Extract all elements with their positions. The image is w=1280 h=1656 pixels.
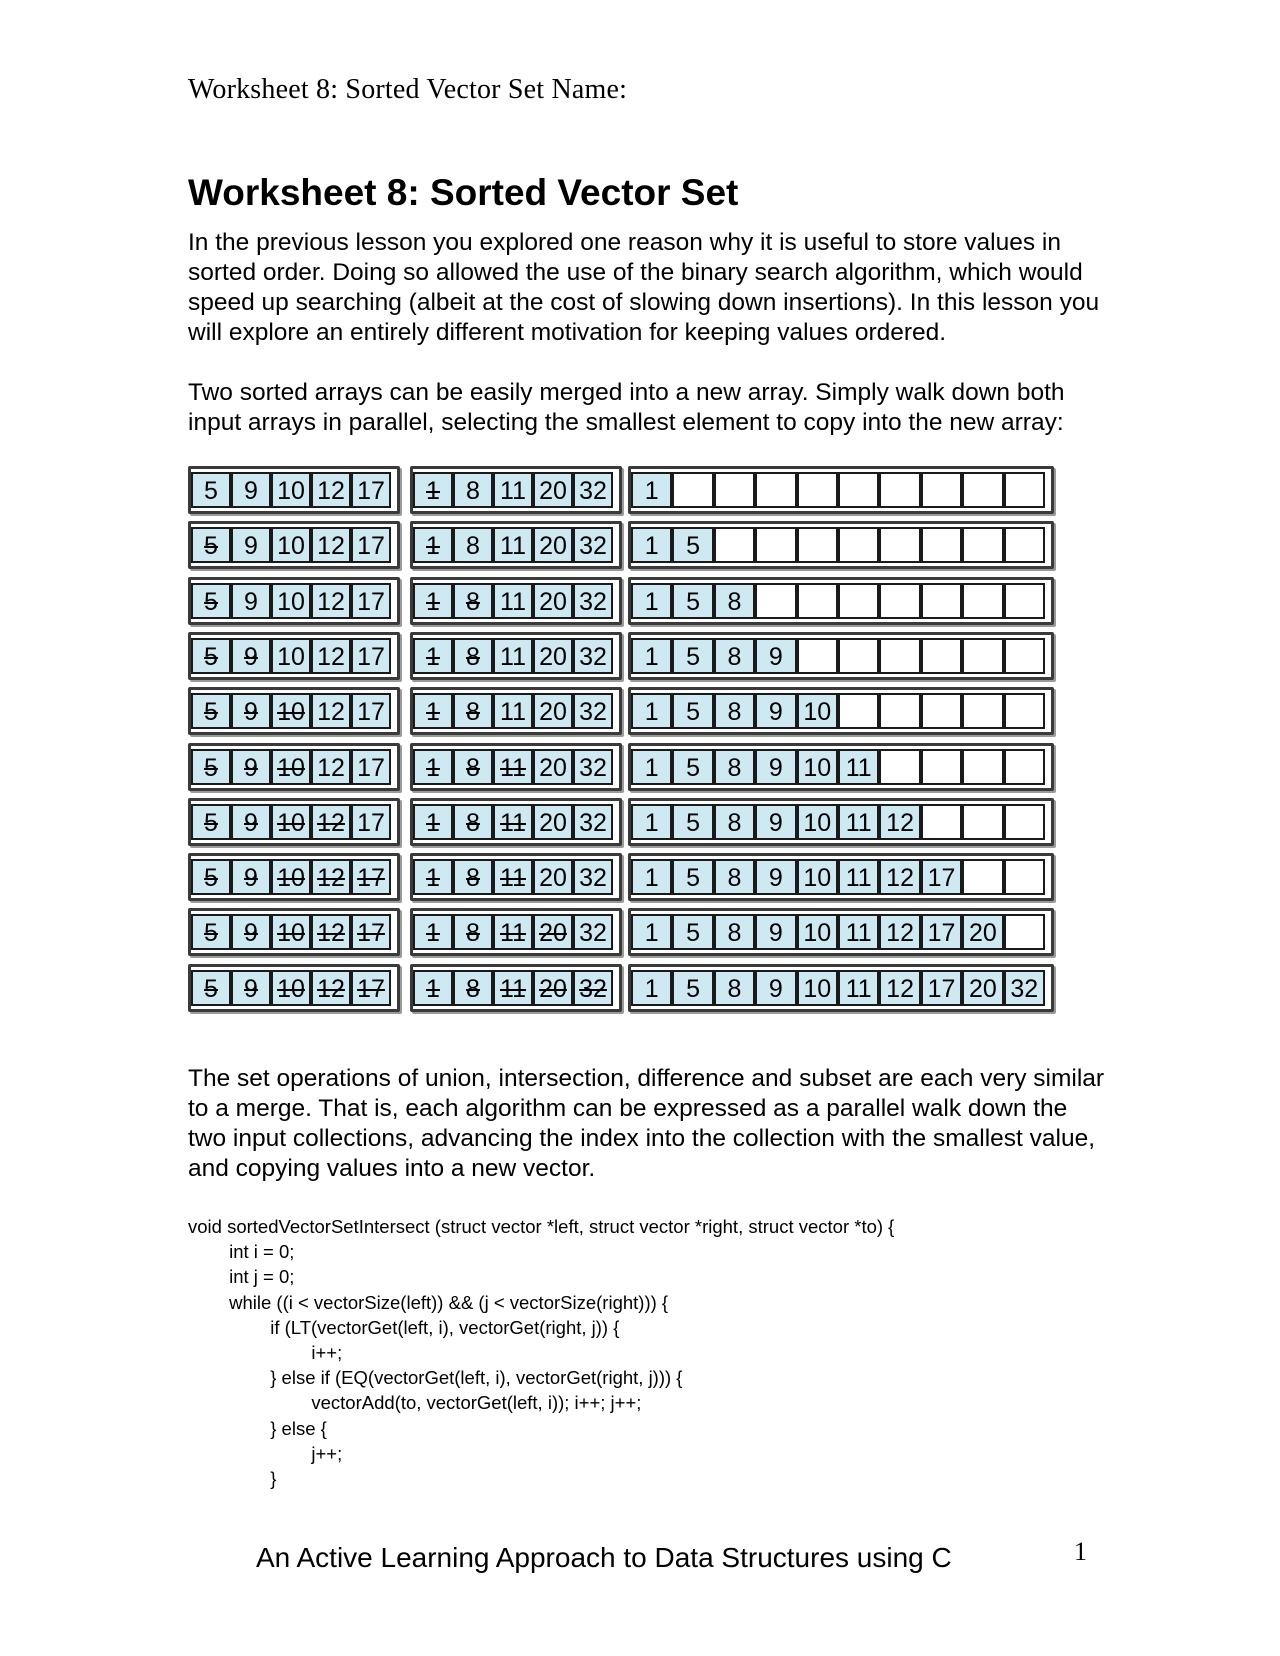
right-array-cell-consumed: 8 <box>453 859 493 895</box>
right-array <box>410 632 622 680</box>
right-array <box>410 687 622 735</box>
result-array-empty-slot <box>1004 859 1045 895</box>
left-array-cell-consumed: 5 <box>191 749 231 785</box>
left-array-cell-consumed: 10 <box>271 970 311 1006</box>
set-operations-paragraph: The set operations of union, intersection, difference and subset are each very similar to a merge. That is, each algorithm can be expressed as a parallel walk down the two input collections, advancing the index into the collection with the smallest value, and copying values into a new vector. <box>188 1065 1105 1182</box>
right-array-cell: 32 <box>573 859 613 895</box>
result-array-cell: 17 <box>921 914 962 950</box>
result-array-cell: 8 <box>714 583 755 619</box>
result-array-cell: 10 <box>797 749 838 785</box>
result-array <box>628 466 1054 514</box>
result-array-cell: 8 <box>714 749 755 785</box>
result-array-empty-slot <box>879 527 920 563</box>
right-array-cell-consumed: 1 <box>413 970 453 1006</box>
code-line: int j = 0; <box>188 1266 295 1288</box>
result-array <box>628 743 1054 791</box>
right-array-cell-consumed: 11 <box>493 970 533 1006</box>
left-array <box>188 743 400 791</box>
result-array-empty-slot <box>1004 914 1045 950</box>
result-array-cell: 5 <box>672 804 713 840</box>
result-array-empty-slot <box>921 583 962 619</box>
result-array-cell: 9 <box>755 970 796 1006</box>
result-array-cell: 8 <box>714 914 755 950</box>
right-array-cell: 32 <box>573 638 613 674</box>
result-array-cell: 32 <box>1004 970 1045 1006</box>
right-array-cell-consumed: 20 <box>533 914 573 950</box>
page-title: Worksheet 8: Sorted Vector Set <box>188 172 739 213</box>
result-array-empty-slot <box>921 472 962 508</box>
right-array-cell-consumed: 1 <box>413 914 453 950</box>
result-array-cell: 11 <box>838 804 879 840</box>
left-array-cell-consumed: 9 <box>231 638 271 674</box>
right-array <box>410 521 622 569</box>
result-array-cell: 12 <box>879 804 920 840</box>
result-array-cell: 5 <box>672 583 713 619</box>
left-array-cell-consumed: 5 <box>191 527 231 563</box>
left-array <box>188 521 400 569</box>
left-array <box>188 798 400 846</box>
right-array-cell: 32 <box>573 693 613 729</box>
left-array-cell: 5 <box>191 472 231 508</box>
merge-step-row <box>188 521 1088 569</box>
result-array-cell: 11 <box>838 914 879 950</box>
result-array-empty-slot <box>838 638 879 674</box>
right-array-cell-consumed: 11 <box>493 859 533 895</box>
result-array-empty-slot <box>797 638 838 674</box>
left-array-cell-consumed: 10 <box>271 749 311 785</box>
code-line: void sortedVectorSetIntersect (struct vector *left, struct vector *right, struct vector *to) { <box>188 1216 895 1237</box>
result-array-empty-slot <box>755 472 796 508</box>
left-array-cell: 10 <box>271 527 311 563</box>
left-array-cell: 17 <box>351 472 391 508</box>
right-array-cell-consumed: 1 <box>413 749 453 785</box>
right-array-cell-consumed: 8 <box>453 914 493 950</box>
left-array-cell: 9 <box>231 583 271 619</box>
right-array-cell: 11 <box>493 638 533 674</box>
result-array-cell: 5 <box>672 527 713 563</box>
code-line: i++; <box>188 1341 343 1363</box>
result-array-empty-slot <box>797 472 838 508</box>
left-array-cell: 17 <box>351 583 391 619</box>
right-array <box>410 853 622 901</box>
right-array <box>410 964 622 1012</box>
left-array <box>188 853 400 901</box>
code-line: while ((i < vectorSize(left)) && (j < vectorSize(right))) { <box>188 1291 669 1313</box>
result-array-empty-slot <box>921 804 962 840</box>
result-array-empty-slot <box>921 749 962 785</box>
merge-step-row <box>188 964 1088 1012</box>
right-array-cell: 8 <box>453 527 493 563</box>
right-array <box>410 466 622 514</box>
result-array <box>628 521 1054 569</box>
left-array-cell-consumed: 17 <box>351 914 391 950</box>
result-array-empty-slot <box>921 638 962 674</box>
left-array-cell-consumed: 5 <box>191 914 231 950</box>
left-array-cell-consumed: 12 <box>311 970 351 1006</box>
result-array-cell: 1 <box>631 638 672 674</box>
right-array-cell: 32 <box>573 583 613 619</box>
code-line: } else { <box>188 1417 327 1439</box>
left-array-cell-consumed: 10 <box>271 804 311 840</box>
left-array-cell-consumed: 9 <box>231 859 271 895</box>
code-line: j++; <box>188 1442 343 1464</box>
right-array-cell-consumed: 32 <box>573 970 613 1006</box>
right-array <box>410 798 622 846</box>
result-array <box>628 908 1054 956</box>
right-array-cell-consumed: 8 <box>453 749 493 785</box>
merge-step-row <box>188 908 1088 956</box>
result-array-empty-slot <box>879 749 920 785</box>
result-array-cell: 9 <box>755 859 796 895</box>
running-header: Worksheet 8: Sorted Vector Set Name: <box>188 74 628 105</box>
code-line: } <box>188 1467 277 1489</box>
result-array-cell: 5 <box>672 914 713 950</box>
left-array <box>188 632 400 680</box>
result-array-cell: 5 <box>672 638 713 674</box>
left-array-cell-consumed: 9 <box>231 914 271 950</box>
result-array-cell: 1 <box>631 583 672 619</box>
result-array-cell: 8 <box>714 859 755 895</box>
right-array <box>410 743 622 791</box>
left-array-cell-consumed: 5 <box>191 859 231 895</box>
result-array-empty-slot <box>1004 583 1045 619</box>
result-array-empty-slot <box>714 527 755 563</box>
left-array-cell-consumed: 5 <box>191 583 231 619</box>
left-array-cell: 12 <box>311 472 351 508</box>
result-array-empty-slot <box>921 527 962 563</box>
result-array-cell: 9 <box>755 693 796 729</box>
right-array-cell-consumed: 20 <box>533 970 573 1006</box>
result-array-empty-slot <box>879 583 920 619</box>
left-array-cell: 12 <box>311 638 351 674</box>
result-array-empty-slot <box>714 472 755 508</box>
left-array-cell: 17 <box>351 638 391 674</box>
result-array-cell: 17 <box>921 970 962 1006</box>
result-array-cell: 12 <box>879 859 920 895</box>
result-array <box>628 964 1054 1012</box>
right-array-cell: 20 <box>533 859 573 895</box>
result-array-empty-slot <box>838 693 879 729</box>
result-array-cell: 1 <box>631 914 672 950</box>
result-array-empty-slot <box>962 472 1003 508</box>
left-array-cell: 17 <box>351 804 391 840</box>
left-array-cell: 12 <box>311 527 351 563</box>
result-array-empty-slot <box>1004 472 1045 508</box>
code-line: if (LT(vectorGet(left, i), vectorGet(right, j)) { <box>188 1316 620 1338</box>
result-array <box>628 577 1054 625</box>
right-array-cell: 11 <box>493 527 533 563</box>
left-array-cell: 9 <box>231 472 271 508</box>
left-array-cell-consumed: 9 <box>231 693 271 729</box>
code-line: vectorAdd(to, vectorGet(left, i)); i++; j++; <box>188 1392 642 1414</box>
right-array-cell-consumed: 8 <box>453 583 493 619</box>
result-array <box>628 632 1054 680</box>
result-array-empty-slot <box>838 583 879 619</box>
left-array-cell: 12 <box>311 693 351 729</box>
result-array-empty-slot <box>921 693 962 729</box>
footer-book-title: An Active Learning Approach to Data Structures using C <box>256 1542 952 1573</box>
left-array-cell-consumed: 9 <box>231 970 271 1006</box>
left-array-cell-consumed: 9 <box>231 749 271 785</box>
left-array-cell: 12 <box>311 583 351 619</box>
merge-step-row <box>188 687 1088 735</box>
result-array-cell: 10 <box>797 970 838 1006</box>
right-array-cell-consumed: 11 <box>493 804 533 840</box>
right-array-cell: 11 <box>493 583 533 619</box>
result-array-cell: 9 <box>755 638 796 674</box>
left-array-cell: 10 <box>271 472 311 508</box>
result-array-empty-slot <box>879 638 920 674</box>
left-array <box>188 687 400 735</box>
result-array-cell: 1 <box>631 472 672 508</box>
result-array-empty-slot <box>962 804 1003 840</box>
merge-step-row <box>188 798 1088 846</box>
result-array-empty-slot <box>755 583 796 619</box>
right-array-cell-consumed: 11 <box>493 749 533 785</box>
result-array-cell: 8 <box>714 638 755 674</box>
result-array-cell: 5 <box>672 859 713 895</box>
result-array-empty-slot <box>879 472 920 508</box>
result-array-empty-slot <box>962 693 1003 729</box>
result-array-cell: 10 <box>797 914 838 950</box>
code-line: int i = 0; <box>188 1241 295 1263</box>
merge-step-row <box>188 632 1088 680</box>
right-array-cell: 32 <box>573 527 613 563</box>
right-array-cell-consumed: 1 <box>413 527 453 563</box>
right-array-cell: 20 <box>533 804 573 840</box>
result-array-cell: 9 <box>755 804 796 840</box>
right-array-cell-consumed: 1 <box>413 583 453 619</box>
result-array-cell: 1 <box>631 859 672 895</box>
result-array-cell: 1 <box>631 527 672 563</box>
right-array-cell-consumed: 1 <box>413 804 453 840</box>
result-array-empty-slot <box>838 527 879 563</box>
right-array-cell-consumed: 8 <box>453 638 493 674</box>
right-array-cell-consumed: 1 <box>413 472 453 508</box>
right-array-cell: 11 <box>493 693 533 729</box>
result-array-cell: 11 <box>838 749 879 785</box>
right-array-cell: 20 <box>533 749 573 785</box>
right-array-cell: 20 <box>533 472 573 508</box>
result-array-empty-slot <box>962 527 1003 563</box>
left-array-cell-consumed: 9 <box>231 804 271 840</box>
right-array-cell: 32 <box>573 472 613 508</box>
left-array-cell-consumed: 12 <box>311 914 351 950</box>
result-array <box>628 687 1054 735</box>
right-array-cell-consumed: 8 <box>453 970 493 1006</box>
result-array-empty-slot <box>1004 527 1045 563</box>
code-line: } else if (EQ(vectorGet(left, i), vectorGet(right, j))) { <box>188 1367 683 1389</box>
result-array-cell: 20 <box>962 970 1003 1006</box>
result-array-empty-slot <box>755 527 796 563</box>
result-array-cell: 10 <box>797 804 838 840</box>
result-array-empty-slot <box>962 749 1003 785</box>
right-array-cell: 20 <box>533 527 573 563</box>
right-array <box>410 908 622 956</box>
result-array-empty-slot <box>838 472 879 508</box>
result-array-cell: 5 <box>672 970 713 1006</box>
right-array-cell: 32 <box>573 804 613 840</box>
right-array-cell-consumed: 1 <box>413 693 453 729</box>
left-array-cell-consumed: 17 <box>351 970 391 1006</box>
right-array-cell-consumed: 1 <box>413 859 453 895</box>
result-array-cell: 1 <box>631 749 672 785</box>
right-array-cell-consumed: 8 <box>453 804 493 840</box>
result-array-empty-slot <box>1004 638 1045 674</box>
left-array-cell: 12 <box>311 749 351 785</box>
left-array-cell: 10 <box>271 583 311 619</box>
result-array <box>628 798 1054 846</box>
right-array-cell-consumed: 11 <box>493 914 533 950</box>
right-array-cell: 32 <box>573 914 613 950</box>
result-array-cell: 20 <box>962 914 1003 950</box>
right-array-cell-consumed: 8 <box>453 693 493 729</box>
page-number: 1 <box>1074 1537 1087 1566</box>
left-array <box>188 964 400 1012</box>
result-array-cell: 17 <box>921 859 962 895</box>
result-array-empty-slot <box>1004 749 1045 785</box>
left-array <box>188 908 400 956</box>
right-array-cell: 32 <box>573 749 613 785</box>
left-array-cell-consumed: 10 <box>271 693 311 729</box>
result-array-cell: 1 <box>631 970 672 1006</box>
left-array-cell: 10 <box>271 638 311 674</box>
left-array-cell: 17 <box>351 749 391 785</box>
left-array-cell-consumed: 12 <box>311 804 351 840</box>
result-array-cell: 1 <box>631 804 672 840</box>
right-array-cell: 20 <box>533 583 573 619</box>
result-array-cell: 8 <box>714 693 755 729</box>
merge-step-row <box>188 853 1088 901</box>
left-array-cell: 17 <box>351 693 391 729</box>
merge-step-row <box>188 466 1088 514</box>
result-array-cell: 5 <box>672 749 713 785</box>
left-array-cell-consumed: 5 <box>191 693 231 729</box>
result-array-empty-slot <box>962 859 1003 895</box>
result-array-cell: 12 <box>879 914 920 950</box>
left-array-cell-consumed: 5 <box>191 804 231 840</box>
result-array-cell: 12 <box>879 970 920 1006</box>
left-array-cell-consumed: 10 <box>271 914 311 950</box>
merge-illustration <box>188 466 1088 1036</box>
result-array-empty-slot <box>879 693 920 729</box>
result-array-cell: 11 <box>838 859 879 895</box>
left-array-cell-consumed: 12 <box>311 859 351 895</box>
result-array <box>628 853 1054 901</box>
left-array-cell-consumed: 5 <box>191 970 231 1006</box>
result-array-empty-slot <box>797 583 838 619</box>
left-array-cell-consumed: 17 <box>351 859 391 895</box>
result-array-cell: 5 <box>672 693 713 729</box>
result-array-cell: 9 <box>755 749 796 785</box>
result-array-cell: 8 <box>714 970 755 1006</box>
result-array-empty-slot <box>797 527 838 563</box>
result-array-empty-slot <box>962 638 1003 674</box>
left-array-cell-consumed: 10 <box>271 859 311 895</box>
left-array-cell: 9 <box>231 527 271 563</box>
result-array-empty-slot <box>1004 804 1045 840</box>
result-array-cell: 8 <box>714 804 755 840</box>
merge-step-row <box>188 577 1088 625</box>
code-listing <box>188 1214 894 1491</box>
merge-paragraph: Two sorted arrays can be easily merged into a new array. Simply walk down both input arrays in parallel, selecting the smallest element to copy into the new array: <box>188 379 1065 436</box>
left-array <box>188 577 400 625</box>
merge-step-row <box>188 743 1088 791</box>
right-array <box>410 577 622 625</box>
right-array-cell-consumed: 1 <box>413 638 453 674</box>
result-array-cell: 9 <box>755 914 796 950</box>
left-array-cell-consumed: 5 <box>191 638 231 674</box>
result-array-cell: 10 <box>797 859 838 895</box>
result-array-cell: 10 <box>797 693 838 729</box>
right-array-cell: 8 <box>453 472 493 508</box>
result-array-empty-slot <box>1004 693 1045 729</box>
right-array-cell: 11 <box>493 472 533 508</box>
result-array-empty-slot <box>962 583 1003 619</box>
result-array-empty-slot <box>672 472 713 508</box>
result-array-cell: 11 <box>838 970 879 1006</box>
right-array-cell: 20 <box>533 693 573 729</box>
left-array <box>188 466 400 514</box>
left-array-cell: 17 <box>351 527 391 563</box>
result-array-cell: 1 <box>631 693 672 729</box>
right-array-cell: 20 <box>533 638 573 674</box>
intro-paragraph: In the previous lesson you explored one reason why it is useful to store values in sorted order. Doing so allowed the use of the binary search algorithm, which would speed up searching (albeit at the cost of slowing down insertions). In this lesson you will explore an entirely different motivation for keeping values ordered. <box>188 229 1100 346</box>
